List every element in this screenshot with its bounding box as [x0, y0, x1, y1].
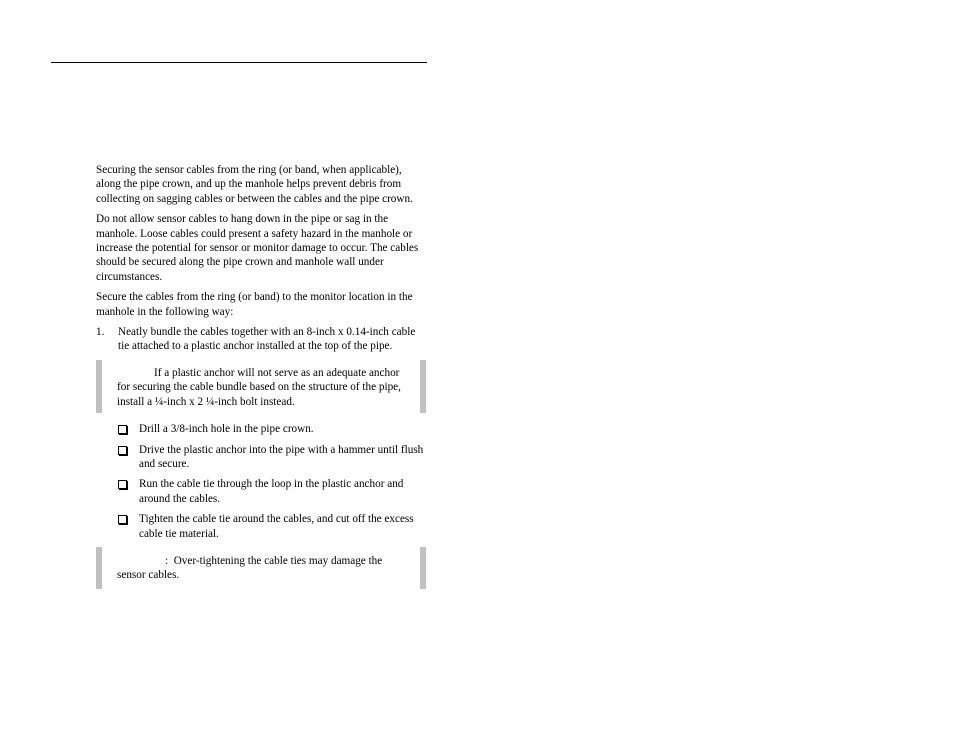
procedure-intro: Secure the cables from the ring (or band) to the monitor location in the manhole in the following way: — [96, 291, 413, 318]
checkbox-icon — [118, 512, 139, 541]
checkbox-icon — [118, 443, 139, 472]
note-box-caution — [96, 547, 426, 589]
step-text: Neatly bundle the cables together with an 8-inch x 0.14-inch cable tie attached to a plastic anchor installed at the top of the pipe. — [118, 326, 416, 353]
note-text: If a plastic anchor will not serve as an adequate anchor for securing the cable bundle based on the structure of the pipe, install a ¼-inch x 2 ¼-inch bolt instead. — [117, 366, 401, 408]
checkbox-icon — [118, 477, 139, 506]
checklist-item-text: Drill a 3/8-inch hole in the pipe crown. — [139, 423, 314, 436]
checklist-item-text: Run the cable tie through the loop in the plastic anchor and around the cables. — [139, 478, 404, 505]
checklist-item — [118, 512, 426, 541]
warning-paragraph-tail: circumstances. — [96, 270, 163, 283]
checklist-item — [118, 443, 426, 472]
step-1 — [96, 325, 426, 354]
checklist-item-text: Drive the plastic anchor into the pipe with a hammer until flush and secure. — [139, 443, 424, 470]
checklist-item-text: Tighten the cable tie around the cables, and cut off the excess cable tie material. — [139, 513, 414, 540]
warning-paragraph-text: Do not allow sensor cables to hang down in the pipe or sag in the manhole. Loose cables could present a safety hazard in the manhole or increase the potential for sensor or monitor damage to occur. The cables should be secured along the pipe crown and manhole wall under — [96, 213, 419, 269]
caution-text: Over-tightening the cable ties may damage the sensor cables. — [117, 554, 383, 582]
header-rule — [51, 62, 427, 63]
checklist-item — [118, 477, 426, 506]
checklist-item — [118, 422, 426, 436]
step-number: 1. — [96, 326, 105, 339]
document-body — [96, 163, 426, 598]
warning-paragraph — [96, 212, 426, 284]
checkbox-icon — [118, 422, 139, 436]
note-box-anchor — [96, 360, 426, 413]
caution-colon: : — [165, 554, 169, 567]
intro-paragraph: Securing the sensor cables from the ring (or band, when applicable), along the pipe crown, and up the manhole helps prevent debris from collecting on sagging cables or between the cables and the pipe crown. — [96, 164, 413, 205]
